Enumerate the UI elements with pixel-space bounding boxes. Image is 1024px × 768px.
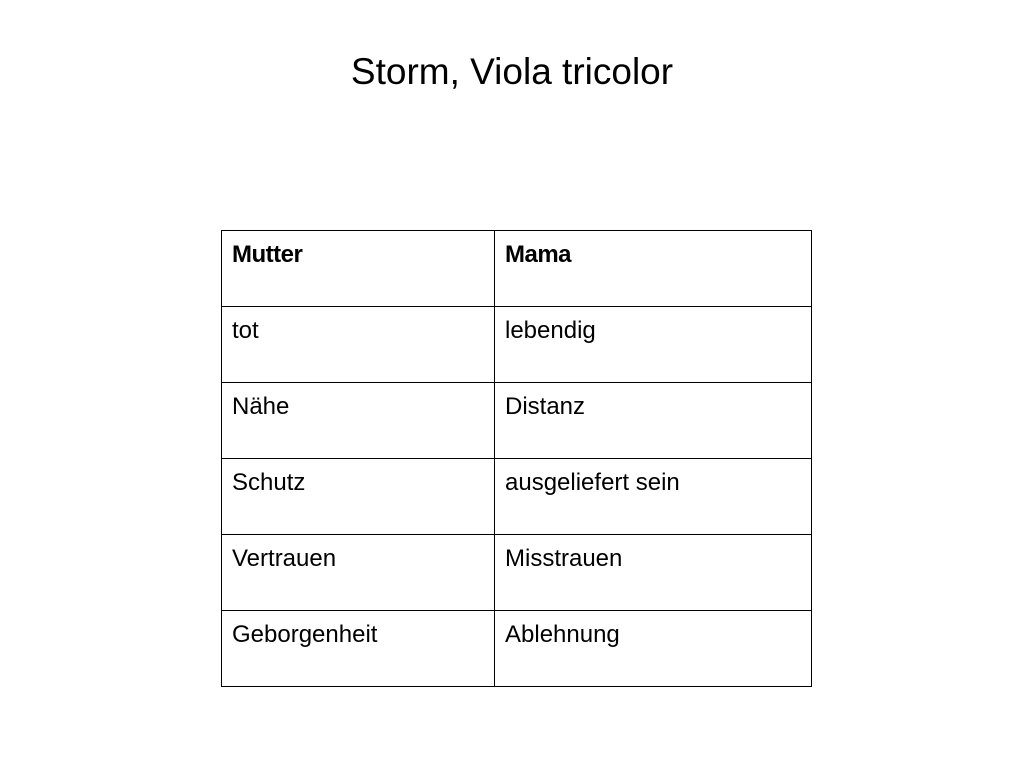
header-cell-mutter: Mutter xyxy=(222,231,495,307)
table-cell-mama: Distanz xyxy=(495,383,812,459)
table-row xyxy=(222,535,812,611)
table-cell-mutter: Nähe xyxy=(222,383,495,459)
table-row xyxy=(222,459,812,535)
header-cell-mama: Mama xyxy=(495,231,812,307)
table-cell-mama: lebendig xyxy=(495,307,812,383)
comparison-table xyxy=(221,230,812,687)
table-cell-mutter: Vertrauen xyxy=(222,535,495,611)
table-cell-mama: Ablehnung xyxy=(495,611,812,687)
table-row xyxy=(222,383,812,459)
table-cell-mama: ausgeliefert sein xyxy=(495,459,812,535)
table-header-row xyxy=(222,231,812,307)
slide-title: Storm, Viola tricolor xyxy=(350,51,674,92)
table-cell-mutter: Schutz xyxy=(222,459,495,535)
table-cell-mutter: tot xyxy=(222,307,495,383)
table-cell-mama: Misstrauen xyxy=(495,535,812,611)
table-row xyxy=(222,611,812,687)
table-row xyxy=(222,307,812,383)
table-cell-mutter: Geborgenheit xyxy=(222,611,495,687)
